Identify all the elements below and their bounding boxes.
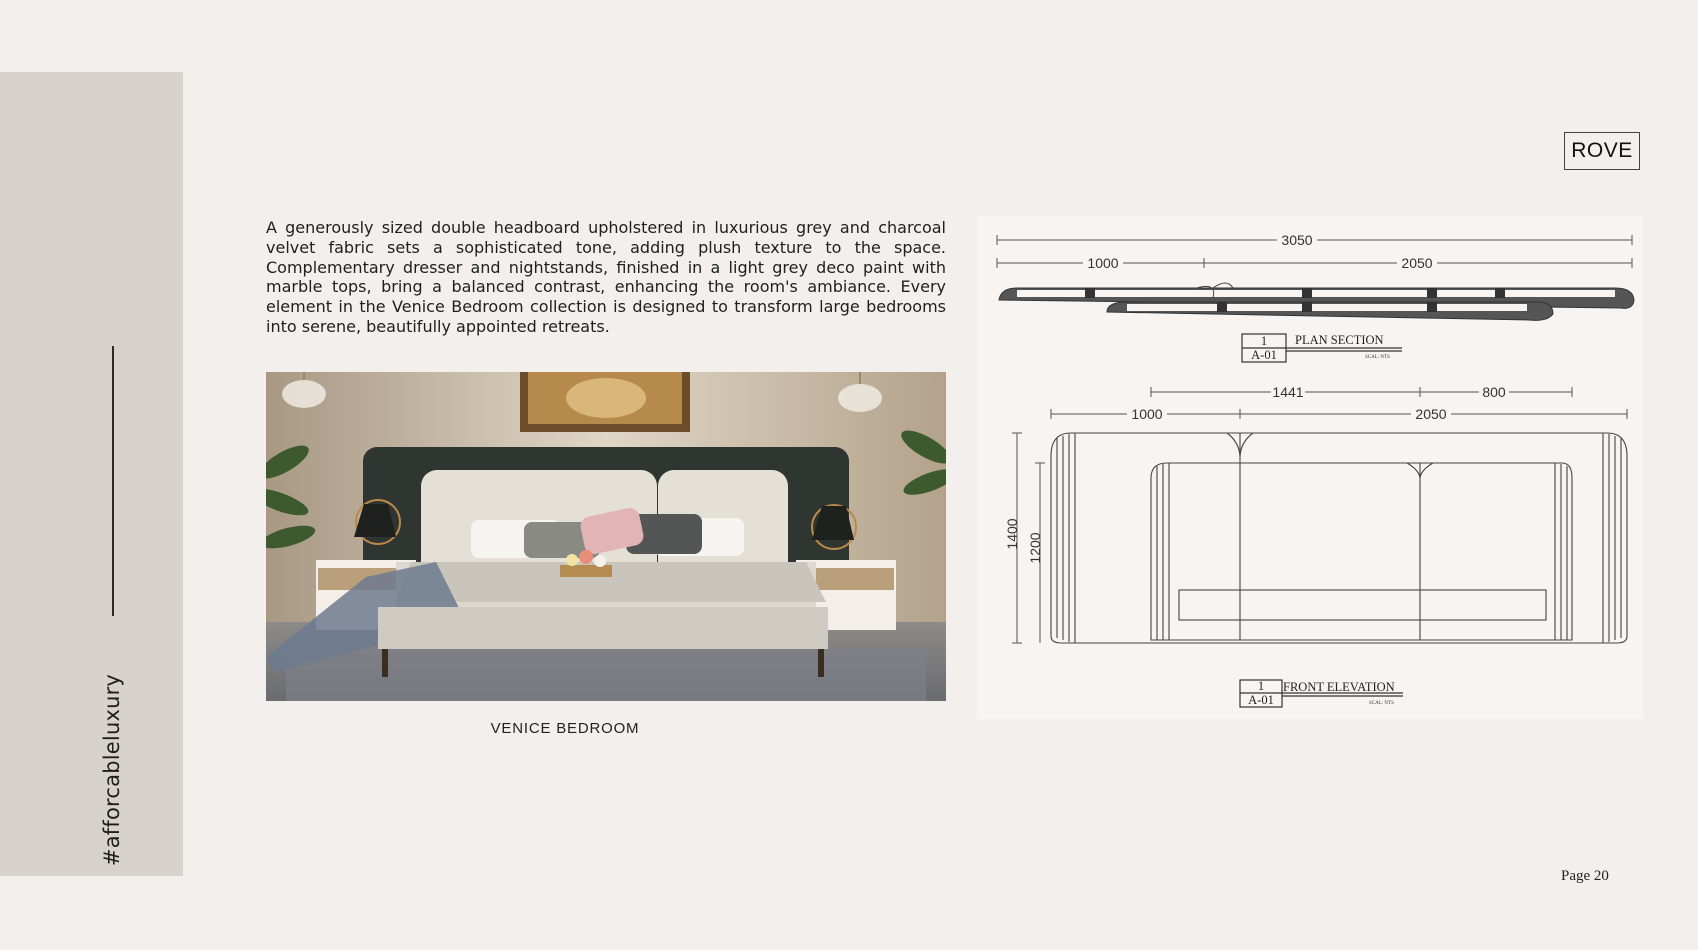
plan-tag-ref: A-01: [1251, 348, 1277, 362]
front-elevation-outline: [1051, 433, 1627, 643]
elev-left-dim: 1000: [1131, 406, 1163, 422]
sidebar-panel: [0, 72, 183, 876]
elev-tag-number: 1: [1257, 679, 1265, 693]
elev-height-inner-dim: 1200: [1027, 532, 1043, 564]
elev-top-a-dim: 1441: [1272, 384, 1304, 400]
front-elevation-title: FRONT ELEVATION: [1283, 680, 1395, 694]
bedroom-photo: [266, 372, 946, 701]
plan-tag-number: 1: [1260, 334, 1268, 348]
technical-drawing: [977, 216, 1643, 719]
elev-tag-ref: A-01: [1248, 693, 1274, 707]
technical-drawing-svg: [977, 216, 1643, 719]
plan-right-dim: 2050: [1401, 255, 1433, 271]
photo-caption: VENICE BEDROOM: [490, 720, 640, 737]
bedroom-photo-illustration: [266, 372, 946, 701]
plan-section-outline: [999, 283, 1634, 320]
plan-scale-note: SCAL: NTS: [1365, 355, 1390, 360]
plan-overall-dim: 3050: [1281, 232, 1313, 248]
plan-section-title: PLAN SECTION: [1295, 333, 1384, 347]
page-number: Page 20: [1561, 868, 1609, 884]
elev-height-outer-dim: 1400: [1004, 518, 1020, 550]
hashtag-label: #afforcableluxury: [100, 673, 124, 867]
plan-left-dim: 1000: [1087, 255, 1119, 271]
brand-logo: ROVE: [1564, 132, 1640, 170]
elev-top-b-dim: 800: [1482, 384, 1506, 400]
sidebar-divider: [112, 346, 114, 616]
elev-scale-note: SCAL: NTS: [1369, 701, 1394, 706]
elev-right-dim: 2050: [1415, 406, 1447, 422]
product-description: A generously sized double headboard upholstered in luxurious grey and charcoal velvet fabric sets a sophisticated tone, adding plush texture to the space. Complementary dresser and nightstands, finished in a light grey deco paint with marble tops, bring a balanced contrast, enhancing the room's ambiance. Every element in the Venice Bedroom collection is designed to transform large bedrooms into serene, beautifully appointed retreats.: [266, 218, 946, 336]
